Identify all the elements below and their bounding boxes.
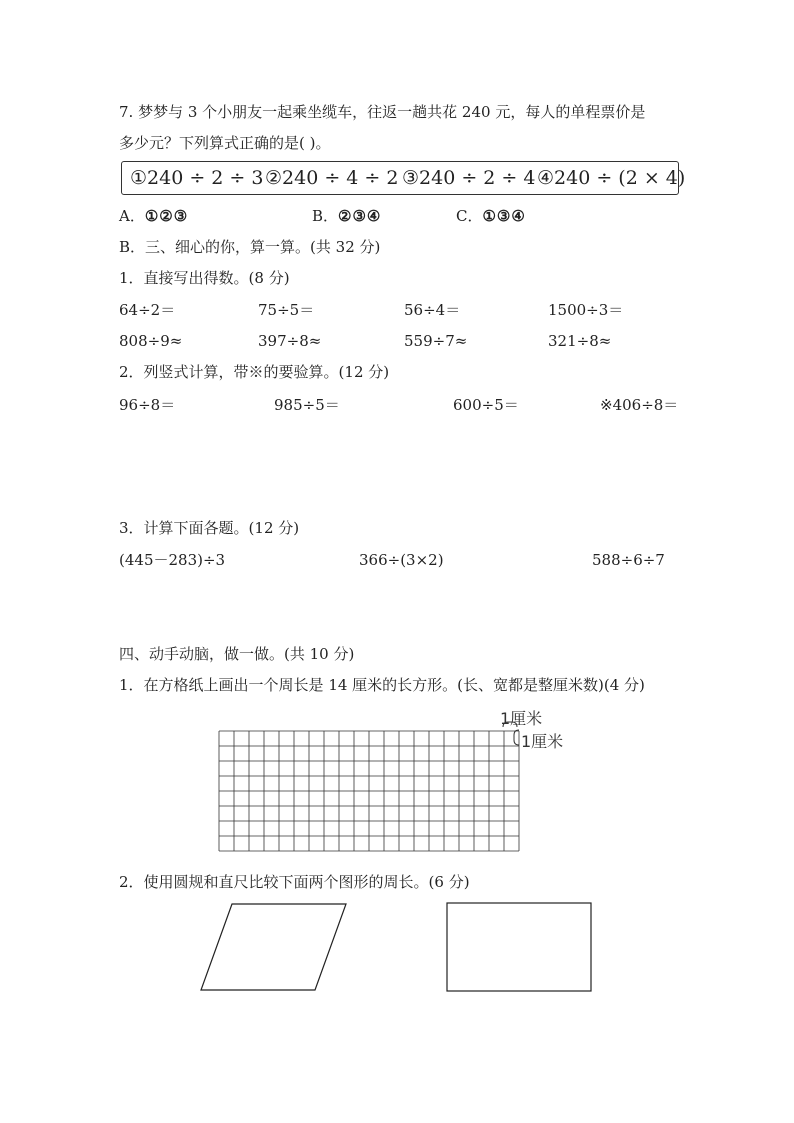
calc-item: 56÷4＝ (404, 301, 461, 319)
section4-p2-title: 2．使用圆规和直尺比较下面两个图形的周长。(6 分) (119, 873, 470, 891)
section4-p1-title: 1．在方格纸上画出一个周长是 14 厘米的长方形。(长、宽都是整厘米数)(4 分) (119, 676, 645, 694)
section4-title: 四、动手动脑，做一做。(共 10 分) (119, 645, 355, 663)
formula-4: ④240 ÷ (2 × 4) (537, 167, 686, 189)
choice-c-value: ①③④ (482, 207, 526, 225)
choice-a-value: ①②③ (144, 207, 189, 225)
section3-p2-title: 2．列竖式计算，带※的要验算。(12 分) (119, 363, 390, 381)
calc-item: 75÷5＝ (258, 301, 315, 319)
expression-item: (445－283)÷3 (119, 551, 226, 569)
choice-b-value: ②③④ (338, 207, 382, 225)
vertical-calc-item: ※406÷8＝ (600, 396, 679, 414)
section3-title: B．三、细心的你，算一算。(共 32 分) (119, 238, 381, 256)
unit-label-top: 1厘米 (500, 709, 543, 728)
expression-item: 366÷(3×2) (359, 551, 444, 569)
vertical-calc-item: 600÷5＝ (453, 396, 519, 414)
calc-item: 397÷8≈ (258, 332, 322, 350)
calc-item: 64÷2＝ (119, 301, 176, 319)
rectangle-shape (447, 903, 591, 991)
choice-c-letter: C． (456, 207, 483, 225)
parallelogram-shape (201, 904, 346, 990)
choice-a-letter: A． (119, 207, 145, 225)
unit-label-side: 1厘米 (521, 732, 564, 751)
calc-item: 1500÷3＝ (548, 301, 624, 319)
unit-bracket-side (514, 730, 519, 745)
calc-item: 559÷7≈ (404, 332, 468, 350)
vertical-calc-item: 96÷8＝ (119, 396, 176, 414)
expression-item: 588÷6÷7 (592, 551, 665, 569)
grid-paper[interactable] (219, 731, 519, 851)
unit-bracket-top (503, 722, 517, 727)
q7-line2: 多少元？下列算式正确的是( )。 (119, 134, 331, 152)
calc-item: 808÷9≈ (119, 332, 183, 350)
calc-item: 321÷8≈ (548, 332, 612, 350)
formula-3: ③240 ÷ 2 ÷ 4 (402, 167, 536, 189)
q7-line1: 7. 梦梦与 3 个小朋友一起乘坐缆车，往返一趟共花 240 元，每人的单程票价是 (119, 103, 646, 121)
vertical-calc-item: 985÷5＝ (274, 396, 340, 414)
formula-2: ②240 ÷ 4 ÷ 2 (265, 167, 399, 189)
formula-1: ①240 ÷ 2 ÷ 3 (130, 167, 264, 189)
section3-p3-title: 3．计算下面各题。(12 分) (119, 519, 300, 537)
choice-b-letter: B． (312, 207, 339, 225)
section3-p1-title: 1．直接写出得数。(8 分) (119, 269, 290, 287)
